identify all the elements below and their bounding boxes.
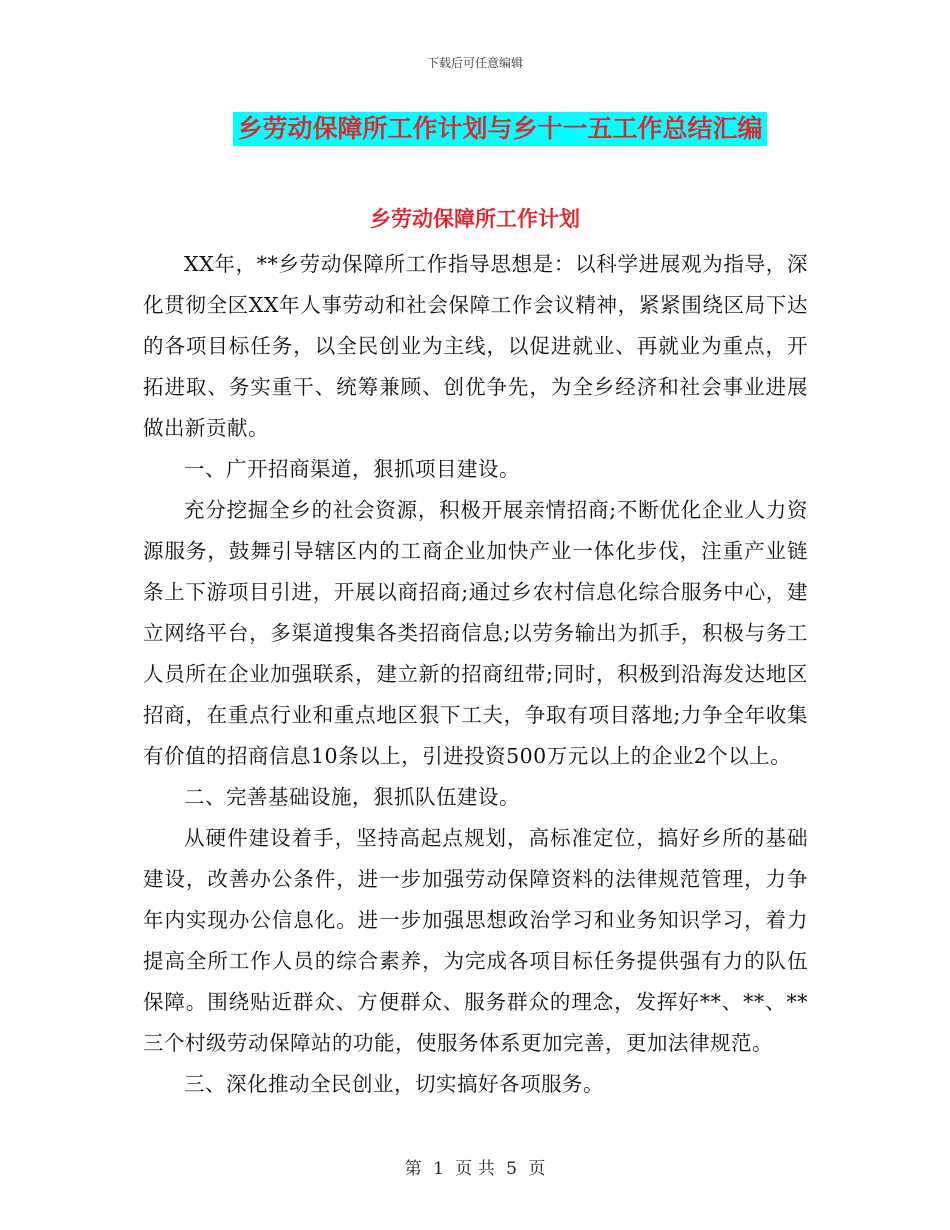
paragraph-heading-3: 三、深化推动全民创业，切实搞好各项服务。	[184, 1072, 604, 1096]
paragraph-body-1: 充分挖掘全乡的社会资源，积极开展亲情招商;不断优化企业人力资源服务，鼓舞引导辖区内的工商企业加快产业一体化步伐，注重产业链条上下游项目引进，开展以商招商;通过乡农村信息化综合服务中心，建立网络平台，多渠道搜集各类招商信息;以劳务输出为抓手，积极与务工人员所在企业加强联系，建立新的招商纽带;同时，积极到沿海发达地区招商，在重点行业和重点地区狠下工夫，争取有项目落地;力争全年收集有价值的招商信息10条以上，引进投资500万元以上的企业2个以上。	[143, 498, 808, 768]
main-title: 乡劳动保障所工作计划与乡十一五工作总结汇编	[233, 112, 766, 146]
paragraph-body-2: 从硬件建设着手，坚持高起点规划，高标准定位，搞好乡所的基础建设，改善办公条件，进一步加强劳动保障资料的法律规范管理，力争年内实现办公信息化。进一步加强思想政治学习和业务知识学习，着力提高全所工作人员的综合素养，为完成各项目标任务提供强有力的队伍保障。围绕贴近群众、方便群众、服务群众的理念，发挥好**、**、**三个村级劳动保障站的功能，使服务体系更加完善，更加法律规范。	[143, 826, 808, 1055]
paragraph-intro: XX年，**乡劳动保障所工作指导思想是：以科学进展观为指导，深化贯彻全区XX年人事劳动和社会保障工作会议精神，紧紧围绕区局下达的各项目标任务，以全民创业为主线，以促进就业、再就业为重点，开拓进取、务实重干、统筹兼顾、创优争先，为全乡经济和社会事业进展做出新贡献。	[143, 252, 808, 440]
footer-total-pages: 5	[506, 1159, 517, 1179]
paragraph-heading-2: 二、完善基础设施，狠抓队伍建设。	[184, 785, 520, 809]
section-title: 乡劳动保障所工作计划	[370, 207, 580, 231]
footer-prefix: 第	[404, 1159, 422, 1179]
document-body	[143, 244, 808, 1105]
page-footer	[0, 1154, 950, 1179]
footer-suffix: 页	[528, 1159, 546, 1179]
header-note: 下载后可任意编辑	[426, 56, 523, 70]
footer-middle: 页 共	[455, 1159, 495, 1179]
footer-current-page: 1	[433, 1159, 444, 1179]
main-title-wrap	[0, 112, 950, 146]
paragraph-heading-1: 一、广开招商渠道，狠抓项目建设。	[184, 457, 520, 481]
